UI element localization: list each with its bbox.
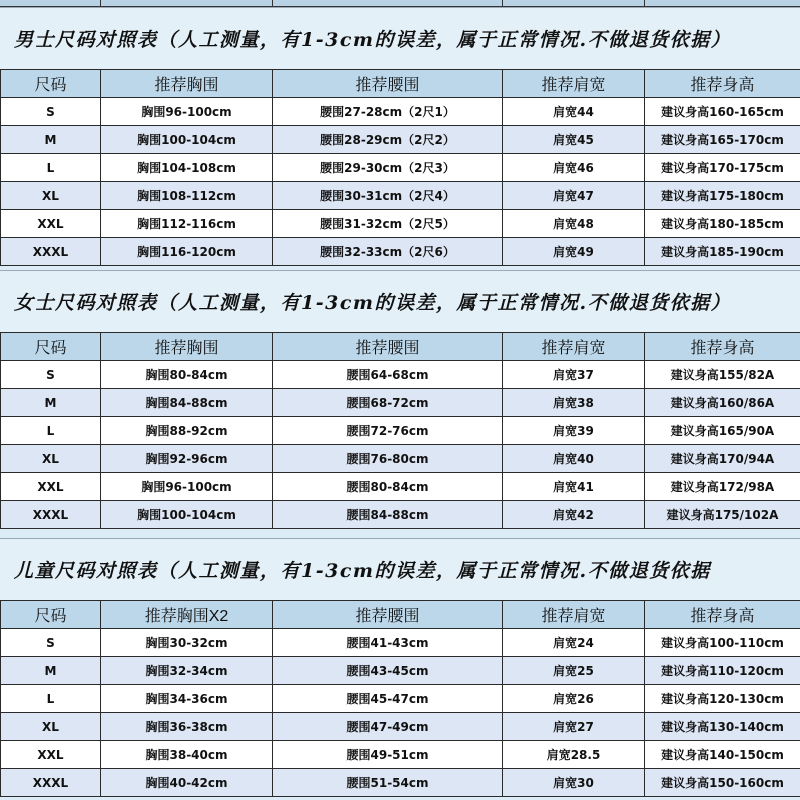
header-chest: 推荐胸围X2 xyxy=(101,601,273,629)
shoulder-cell: 肩宽44 xyxy=(503,98,645,126)
size-cell: XXL xyxy=(1,741,101,769)
height-cell: 建议身高130-140cm xyxy=(645,713,800,741)
table-row xyxy=(1,389,800,417)
shoulder-cell: 肩宽41 xyxy=(503,473,645,501)
top-strip xyxy=(0,0,800,7)
table-row xyxy=(1,238,800,266)
waist-cell: 腰围41-43cm xyxy=(273,629,503,657)
size-cell: S xyxy=(1,361,101,389)
chest-cell: 胸围84-88cm xyxy=(101,389,273,417)
chest-cell: 胸围32-34cm xyxy=(101,657,273,685)
waist-cell: 腰围68-72cm xyxy=(273,389,503,417)
height-cell: 建议身高155/82A xyxy=(645,361,800,389)
shoulder-cell: 肩宽42 xyxy=(503,501,645,529)
table-row xyxy=(1,685,800,713)
height-cell: 建议身高180-185cm xyxy=(645,210,800,238)
table-row xyxy=(1,154,800,182)
table-row xyxy=(1,713,800,741)
size-cell: XL xyxy=(1,182,101,210)
shoulder-cell: 肩宽37 xyxy=(503,361,645,389)
shoulder-cell: 肩宽26 xyxy=(503,685,645,713)
height-cell: 建议身高110-120cm xyxy=(645,657,800,685)
chest-cell: 胸围104-108cm xyxy=(101,154,273,182)
women-section xyxy=(0,270,800,529)
header-size: 尺码 xyxy=(1,333,101,361)
size-cell: S xyxy=(1,98,101,126)
shoulder-cell: 肩宽47 xyxy=(503,182,645,210)
waist-cell: 腰围72-76cm xyxy=(273,417,503,445)
table-row xyxy=(1,473,800,501)
header-waist: 推荐腰围 xyxy=(273,601,503,629)
height-cell: 建议身高100-110cm xyxy=(645,629,800,657)
header-chest: 推荐胸围 xyxy=(101,333,273,361)
men-header-row xyxy=(1,70,800,98)
size-cell: XXL xyxy=(1,473,101,501)
shoulder-cell: 肩宽49 xyxy=(503,238,645,266)
men-size-table xyxy=(0,69,800,266)
kids-section xyxy=(0,538,800,797)
height-cell: 建议身高172/98A xyxy=(645,473,800,501)
waist-cell: 腰围32-33cm（2尺6） xyxy=(273,238,503,266)
header-chest: 推荐胸围 xyxy=(101,70,273,98)
waist-cell: 腰围47-49cm xyxy=(273,713,503,741)
chest-cell: 胸围80-84cm xyxy=(101,361,273,389)
kids-header-row xyxy=(1,601,800,629)
size-cell: L xyxy=(1,685,101,713)
header-waist: 推荐腰围 xyxy=(273,70,503,98)
shoulder-cell: 肩宽40 xyxy=(503,445,645,473)
waist-cell: 腰围45-47cm xyxy=(273,685,503,713)
women-title: 女士尺码对照表（人工测量，有1-3cm的误差，属于正常情况.不做退货依据） xyxy=(0,270,800,332)
men-section xyxy=(0,7,800,266)
size-cell: XL xyxy=(1,713,101,741)
size-cell: S xyxy=(1,629,101,657)
chest-cell: 胸围30-32cm xyxy=(101,629,273,657)
waist-cell: 腰围64-68cm xyxy=(273,361,503,389)
shoulder-cell: 肩宽46 xyxy=(503,154,645,182)
waist-cell: 腰围49-51cm xyxy=(273,741,503,769)
chest-cell: 胸围112-116cm xyxy=(101,210,273,238)
header-height: 推荐身高 xyxy=(645,333,800,361)
table-row xyxy=(1,629,800,657)
shoulder-cell: 肩宽28.5 xyxy=(503,741,645,769)
height-cell: 建议身高175/102A xyxy=(645,501,800,529)
header-size: 尺码 xyxy=(1,601,101,629)
table-row xyxy=(1,182,800,210)
shoulder-cell: 肩宽27 xyxy=(503,713,645,741)
table-row xyxy=(1,769,800,797)
table-row xyxy=(1,741,800,769)
chest-cell: 胸围92-96cm xyxy=(101,445,273,473)
header-height: 推荐身高 xyxy=(645,601,800,629)
size-cell: XXXL xyxy=(1,769,101,797)
header-shoulder: 推荐肩宽 xyxy=(503,333,645,361)
height-cell: 建议身高150-160cm xyxy=(645,769,800,797)
table-row xyxy=(1,210,800,238)
chest-cell: 胸围100-104cm xyxy=(101,126,273,154)
waist-cell: 腰围76-80cm xyxy=(273,445,503,473)
shoulder-cell: 肩宽25 xyxy=(503,657,645,685)
chest-cell: 胸围100-104cm xyxy=(101,501,273,529)
table-row xyxy=(1,445,800,473)
height-cell: 建议身高140-150cm xyxy=(645,741,800,769)
waist-cell: 腰围80-84cm xyxy=(273,473,503,501)
header-shoulder: 推荐肩宽 xyxy=(503,70,645,98)
header-shoulder: 推荐肩宽 xyxy=(503,601,645,629)
height-cell: 建议身高165-170cm xyxy=(645,126,800,154)
kids-title: 儿童尺码对照表（人工测量，有1-3cm的误差，属于正常情况.不做退货依据 xyxy=(0,538,800,600)
chest-cell: 胸围108-112cm xyxy=(101,182,273,210)
size-cell: M xyxy=(1,389,101,417)
women-size-table xyxy=(0,332,800,529)
table-row xyxy=(1,417,800,445)
header-waist: 推荐腰围 xyxy=(273,333,503,361)
height-cell: 建议身高175-180cm xyxy=(645,182,800,210)
waist-cell: 腰围51-54cm xyxy=(273,769,503,797)
header-height: 推荐身高 xyxy=(645,70,800,98)
size-cell: XXXL xyxy=(1,501,101,529)
height-cell: 建议身高160/86A xyxy=(645,389,800,417)
size-cell: XXL xyxy=(1,210,101,238)
size-cell: M xyxy=(1,657,101,685)
table-row xyxy=(1,126,800,154)
chest-cell: 胸围88-92cm xyxy=(101,417,273,445)
table-row xyxy=(1,501,800,529)
waist-cell: 腰围43-45cm xyxy=(273,657,503,685)
chest-cell: 胸围96-100cm xyxy=(101,473,273,501)
waist-cell: 腰围30-31cm（2尺4） xyxy=(273,182,503,210)
table-row xyxy=(1,98,800,126)
table-row xyxy=(1,361,800,389)
height-cell: 建议身高170/94A xyxy=(645,445,800,473)
height-cell: 建议身高185-190cm xyxy=(645,238,800,266)
height-cell: 建议身高160-165cm xyxy=(645,98,800,126)
chest-cell: 胸围116-120cm xyxy=(101,238,273,266)
shoulder-cell: 肩宽38 xyxy=(503,389,645,417)
height-cell: 建议身高165/90A xyxy=(645,417,800,445)
waist-cell: 腰围28-29cm（2尺2） xyxy=(273,126,503,154)
chest-cell: 胸围96-100cm xyxy=(101,98,273,126)
chest-cell: 胸围38-40cm xyxy=(101,741,273,769)
shoulder-cell: 肩宽45 xyxy=(503,126,645,154)
waist-cell: 腰围84-88cm xyxy=(273,501,503,529)
shoulder-cell: 肩宽48 xyxy=(503,210,645,238)
women-header-row xyxy=(1,333,800,361)
table-row xyxy=(1,657,800,685)
height-cell: 建议身高170-175cm xyxy=(645,154,800,182)
size-cell: M xyxy=(1,126,101,154)
men-title: 男士尺码对照表（人工测量，有1-3cm的误差，属于正常情况.不做退货依据） xyxy=(0,7,800,69)
kids-size-table xyxy=(0,600,800,797)
shoulder-cell: 肩宽39 xyxy=(503,417,645,445)
height-cell: 建议身高120-130cm xyxy=(645,685,800,713)
size-cell: XL xyxy=(1,445,101,473)
shoulder-cell: 肩宽24 xyxy=(503,629,645,657)
chest-cell: 胸围40-42cm xyxy=(101,769,273,797)
size-cell: L xyxy=(1,417,101,445)
size-cell: L xyxy=(1,154,101,182)
waist-cell: 腰围31-32cm（2尺5） xyxy=(273,210,503,238)
header-size: 尺码 xyxy=(1,70,101,98)
chest-cell: 胸围34-36cm xyxy=(101,685,273,713)
chest-cell: 胸围36-38cm xyxy=(101,713,273,741)
waist-cell: 腰围27-28cm（2尺1） xyxy=(273,98,503,126)
shoulder-cell: 肩宽30 xyxy=(503,769,645,797)
size-cell: XXXL xyxy=(1,238,101,266)
waist-cell: 腰围29-30cm（2尺3） xyxy=(273,154,503,182)
